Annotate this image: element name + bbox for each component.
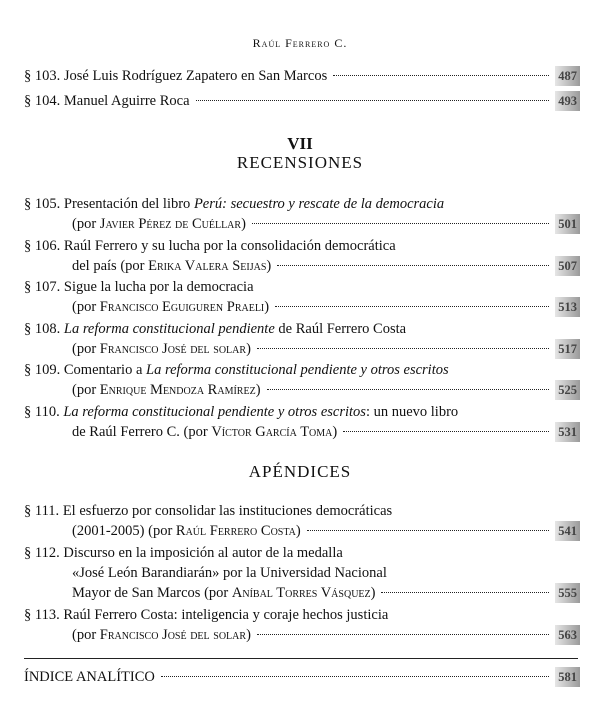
page-number: 493	[555, 91, 580, 111]
toc-entry-111[interactable]	[24, 501, 578, 541]
page-number: 555	[555, 583, 580, 603]
page-number: 541	[555, 521, 580, 541]
page-number: 531	[555, 422, 580, 442]
dot-leader	[161, 676, 549, 677]
section-numeral: VII	[287, 134, 313, 153]
entry-number: § 113.	[24, 607, 60, 623]
dot-leader	[196, 100, 550, 101]
entry-author: (por Enrique Mendoza Ramírez)	[72, 382, 261, 398]
entry-title: ÍNDICE ANALÍTICO	[24, 669, 155, 685]
dot-leader	[275, 306, 549, 307]
entry-title: Raúl Ferrero y su lucha por la consolidación democrática	[63, 238, 396, 254]
entry-number: § 111.	[24, 503, 60, 519]
entry-number: § 112.	[24, 545, 60, 561]
dot-leader	[277, 265, 549, 266]
toc-entry-104[interactable]	[24, 91, 578, 111]
entry-number: § 109.	[24, 362, 61, 378]
toc-entry-112[interactable]	[24, 543, 578, 603]
entry-title: Sigue la lucha por la democracia	[63, 279, 254, 295]
toc-entry-indice[interactable]	[24, 667, 578, 687]
entry-title: Presentación del libro Perú: secuestro y rescate de la democracia	[63, 196, 445, 212]
entry-author: (por Francisco José del solar)	[72, 341, 251, 357]
entry-author: (2001-2005) (por Raúl Ferrero Costa)	[72, 523, 301, 539]
toc-entry-110[interactable]	[24, 402, 578, 442]
page-number: 487	[555, 66, 580, 86]
entry-title: Discurso en la imposición al autor de la medalla	[63, 545, 343, 561]
running-head: Raúl Ferrero C.	[252, 36, 348, 50]
dot-leader	[343, 431, 549, 432]
toc-entry-105[interactable]	[24, 194, 578, 234]
toc-entry-113[interactable]	[24, 605, 578, 645]
divider	[24, 658, 578, 659]
entry-title: La reforma constitucional pendiente y otros escritos: un nuevo libro	[63, 404, 459, 420]
entry-title: José Luis Rodríguez Zapatero en San Marcos	[63, 68, 328, 84]
dot-leader	[333, 75, 549, 76]
entry-number: § 108.	[24, 321, 61, 337]
entry-title-cont: «José León Barandiarán» por la Universidad Nacional	[72, 565, 387, 581]
dot-leader	[257, 634, 549, 635]
entry-author: (por Javier Pérez de Cuéllar)	[72, 216, 246, 232]
toc-entry-108[interactable]	[24, 319, 578, 359]
entry-author: de Raúl Ferrero C. (por Víctor García Toma)	[72, 424, 338, 440]
entry-title: Raúl Ferrero Costa: inteligencia y coraje hechos justicia	[63, 607, 389, 623]
entry-author: Mayor de San Marcos (por Aníbal Torres Vásquez)	[72, 585, 376, 601]
page-number: 513	[555, 297, 580, 317]
section-title-apendices: APÉNDICES	[248, 462, 352, 481]
page-number: 581	[555, 667, 580, 687]
page-number: 507	[555, 256, 580, 276]
entry-number: § 103.	[24, 68, 61, 84]
dot-leader	[307, 530, 550, 531]
toc-entry-107[interactable]	[24, 277, 578, 317]
toc-entry-103[interactable]	[24, 66, 578, 86]
entry-number: § 110.	[24, 404, 60, 420]
entry-author: (por Francisco Eguiguren Praeli)	[72, 299, 270, 315]
entry-number: § 104.	[24, 93, 61, 109]
entry-title: Comentario a La reforma constitucional pendiente y otros escritos	[63, 362, 449, 378]
entry-title: Manuel Aguirre Roca	[63, 93, 190, 109]
entry-author: del país (por Erika Valera Seijas)	[72, 258, 272, 274]
dot-leader	[257, 348, 549, 349]
toc-entry-109[interactable]	[24, 360, 578, 400]
dot-leader	[252, 223, 549, 224]
entry-number: § 107.	[24, 279, 61, 295]
page-number: 501	[555, 214, 580, 234]
page-number: 517	[555, 339, 580, 359]
dot-leader	[267, 389, 550, 390]
entry-title: El esfuerzo por consolidar las instituciones democráticas	[62, 503, 393, 519]
page-number: 563	[555, 625, 580, 645]
toc-entry-106[interactable]	[24, 236, 578, 276]
page-number: 525	[555, 380, 580, 400]
dot-leader	[381, 592, 549, 593]
section-title: RECENSIONES	[236, 153, 364, 172]
entry-title: La reforma constitucional pendiente de Raúl Ferrero Costa	[63, 321, 407, 337]
entry-author: (por Francisco José del solar)	[72, 627, 251, 643]
entry-number: § 106.	[24, 238, 61, 254]
entry-number: § 105.	[24, 196, 61, 212]
